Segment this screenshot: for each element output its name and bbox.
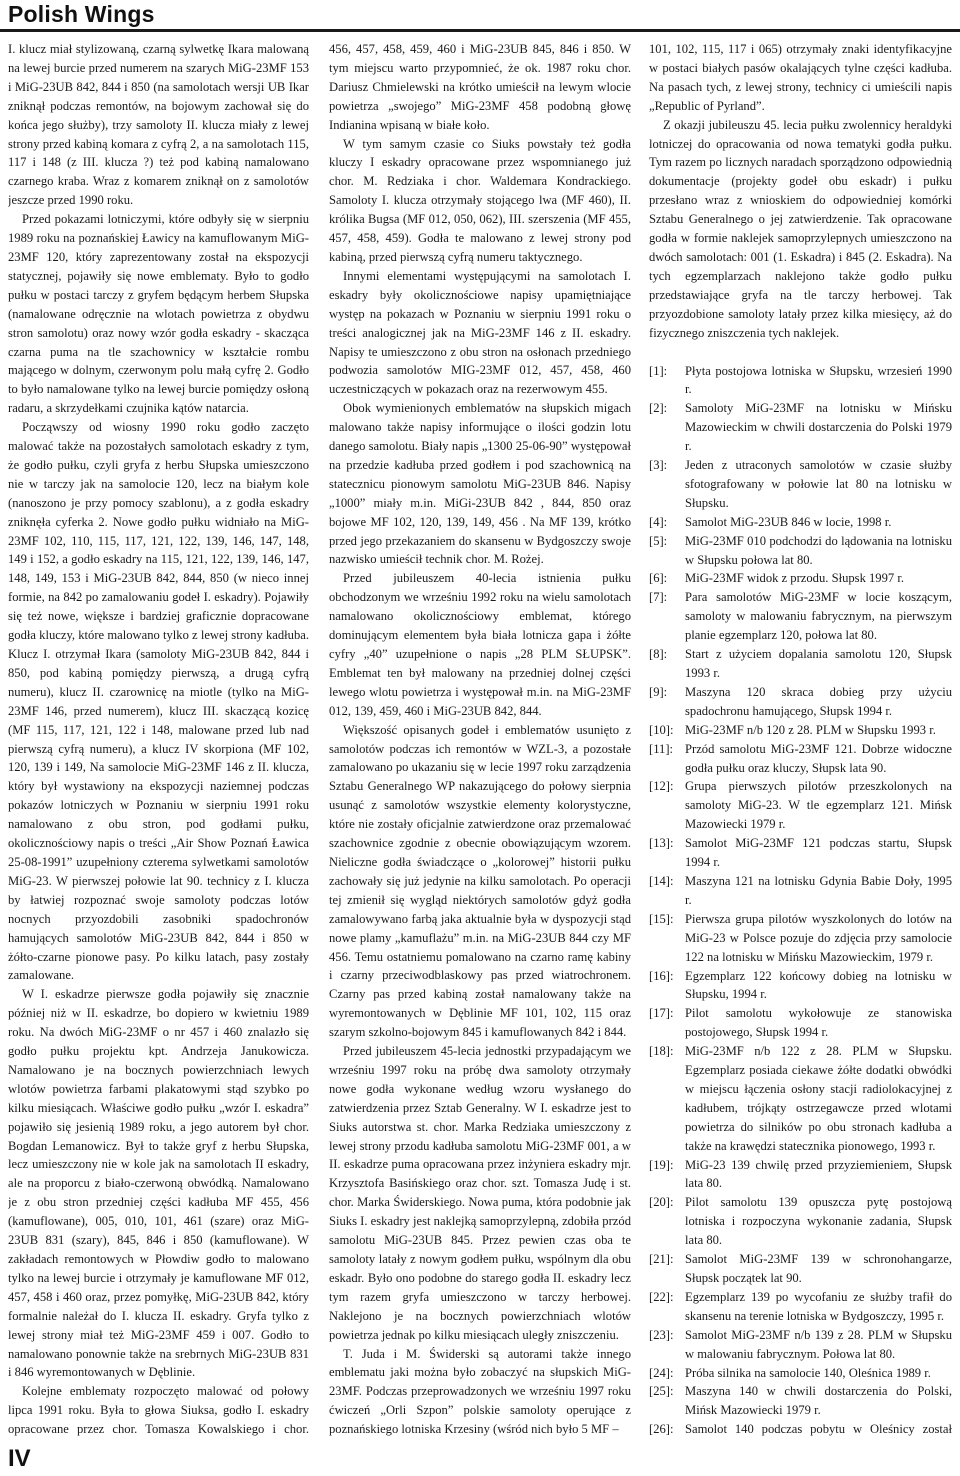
paragraph: I. klucz miał stylizowaną, czarną sylwetkę Ikara malowaną na lewej burcie przed numerem na szarych MiG-23MF 153 i MiG-23UB 842, 844 i 850 (na samolotach wersji UB Ikar zniknął podczas remontów, na bojowym zachował się do końca jego służby), trzy samoloty II. klucza miały z lewej strony przed kabiną komara z cyfrą 2, a na samolotach 115, 117 i 148 (z III. klucza ?) też pod kabiną namalowano czarnego kraba. Wraz z komarem zniknął on z samolotów jeszcze przed 1990 roku. — [8, 42, 309, 208]
caption-text: Para samolotów MiG-23MF w locie koszącym, samoloty w malowaniu fabrycznym, na pierwszym planie egzemplarz 120, połowa lat 80. — [685, 590, 952, 643]
caption-text: Jeden z utraconych samolotów w czasie służby sfotografowany w połowie lat 80 na lotnisku w Słupsku. — [685, 458, 952, 510]
caption-number: [7]: — [649, 590, 668, 605]
caption-item — [649, 513, 952, 532]
caption-item — [649, 399, 952, 456]
caption-text: Egzemplarz 139 po wycofaniu ze służby trafił do skansenu na terenie lotniska w Bydgoszczy, 1995 r. — [685, 1289, 952, 1323]
paragraph: Z okazji jubileuszu 45. lecia pułku zwolennicy heraldyki lotniczej do opracowania od nowa tematyki godła pułku. Tym razem po licznych naradach sporządzono odpowiednią dokumentacje (projekty godeł obu eskadr) i pułku przesłano wraz z wnioskiem do odpowiedniej komórki Sztabu Generalnego o jej zatwierdzenie. Tak opracowane godła w formie naklejek samoprzylepnych umieszczono na dwóch samolotach: 001 (1. Eskadra) i 845 (2. Eskadra). Na tych egzemplarzach naklejono także godło pułku przedstawiające gryfa na tle tarczy herbowej. Tak przyozdobione samoloty latały przez kilka miesięcy, aż do fizycznego zniszczenia tych naklejek. — [649, 117, 952, 340]
caption-number: [16]: — [649, 968, 674, 983]
caption-text: Samolot MiG-23MF 139 w schronohangarze, Słupsk początek lat 90. — [685, 1252, 952, 1285]
caption-item — [649, 532, 952, 570]
caption-item — [649, 740, 952, 778]
caption-number: [13]: — [649, 836, 674, 851]
caption-item — [649, 1382, 952, 1420]
caption-text: Egzemplarz 122 końcowy dobieg na lotnisku w Słupsku, 1994 r. — [685, 968, 952, 1002]
caption-text: MiG-23 139 chwilę przed przyziemieniem, Słupsk lata 80. — [685, 1157, 952, 1191]
text-column-1 — [8, 40, 309, 1440]
caption-item — [649, 834, 952, 872]
caption-number: [6]: — [649, 571, 668, 586]
caption-number: [9]: — [649, 684, 668, 699]
paragraph: Większość opisanych godeł i emblematów usunięto z samolotów podczas ich remontów w WZL-3, a pozostałe zamalowano po ukazaniu się w lecie 1997 roku zarządzenia Sztabu Generalnego WP nakazującego do połowy sierpnia usunąć z samolotów wszystkie elementy kolorystyczne, które nie zostały oficjalnie zatwierdzone oraz przemalować szachownice zgodnie z obecnie obowiązującym wzorem. Nieliczne godła świadczące o „kolorowej” historii pułku zachowały się już jedynie na kilku samolotach. Po operacji tej zmienił się wygląd niektórych samolotów gdyż godła zamalowywano farbą jaka aktualnie była w dyspozycji stąd nowe plamy „kamuflażu” m.in. na MiG-23UB 844 czy MF 456. Temu ostatniemu pomalowano na czarno ramę kabiny i czarny przeciwodblaskowy pas przed wiatrochronem. Czarny pas przed kabiną został namalowany także na wyremontowanych w Dęblinie MF 101, 102, 115 oraz szarym szkolno-bojowym 845 i kamuflowanych 842 i 844. — [329, 722, 631, 1040]
photo-captions-list — [649, 362, 952, 1441]
caption-item — [649, 362, 952, 400]
caption-number: [12]: — [649, 779, 674, 794]
paragraph: W tym samym czasie co Siuks powstały też godła kluczy I eskadry opracowane przez wspomnianego już chor. M. Redziaka i chor. Waldemara Kondrackiego. Samoloty I. klucza otrzymały stojącego lwa (MF 460), II. królika Bugsa (MF 012, 050, 062), III. szerszenia (MF 455, 457, 458, 459). Godła te malowano z lewej strony pod kabiną, przed pierwszą cyfrą numeru taktycznego. — [329, 136, 631, 264]
caption-item — [649, 910, 952, 967]
magazine-title: Polish Wings — [8, 1, 155, 27]
paragraph: Przed jubileuszem 40-lecia istnienia pułku obchodzonym we wrześniu 1992 roku na wielu samolotach namalowano okolicznościowy emblemat, którego dominującym elementem była biała lotnicza gapa i żółte cyfry „40” uzupełnione o napis „28 PLM SŁUPSK”. Emblemat ten był malowany na przedniej dolnej części lewego wlotu powietrza i występował m.in. na MiG-23MF 012, 139, 459, 460 i MiG-23UB 842, 844. — [329, 571, 631, 718]
caption-item — [649, 1250, 952, 1288]
paragraph: W I. eskadrze pierwsze godła pojawiły się znacznie później niż w II. eskadrze, bo dopiero w kwietniu 1989 roku. Na dwóch MiG-23MF o nr 457 i 460 znalazło się godło pułku projektu kpt. Andrzeja Janukowicza. Namalowano je na bocznych powierzchniach lewych wlotów powietrza farbami plakatowymi stąd szybko po kilku miesiącach. Właściwe godło pułku „wzór I. eskadra” pojawiło się jesienią 1989 roku, a jego autorem był chor. Bogdan Lemanowicz. Był to także gryf z herbu Słupska, lecz umieszczony nie w kole jak na samolotach II eskadry, ale na proporcu z biało-czerwoną obwódką. Namalowano je z obu stron przedniej części kadłuba MF 455, 456 (kamuflowane), 005, 010, 101, 461 (szare) oraz MiG-23UB 831 (szary), 845, 846 i 850 (kamuflowane). W zakładach remontowych w Płowdiw godło to malowano tylko na lewej burcie i otrzymały je kamuflowane MF 012, 457, 458 i 460 oraz, przez pomyłkę, MiG-23UB 842, który formalnie należał do I. klucza II. eskadry. Gryfa tylko z lewej strony miał też MiG-23MF 459 i 007. Godło to namalowano ponownie także na srebrnych MiG-23UB 831 i 846 wyremontowanych w Dęblinie. — [8, 987, 309, 1380]
page-number: IV — [8, 1445, 31, 1472]
caption-number: [19]: — [649, 1157, 674, 1172]
paragraph: Innymi elementami występującymi na samolotach I. eskadry były okolicznościowe napisy upamiętniające występ na pokazach w Poznaniu w sierpniu 1991 roku o treści analogicznej jak na MiG-23MF 146 z II. eskadry. Napisy te umieszczono z obu stron na osłonach przedniego podwozia samolotów MIG-23MF 012, 457, 458, 460 uczestniczących w pokazach oraz na rezerwowym 455. — [329, 268, 631, 397]
caption-text: Maszyna 121 na lotnisku Gdynia Babie Doły, 1995 r. — [685, 873, 952, 907]
caption-item — [649, 683, 952, 721]
caption-text: Przód samolotu MiG-23MF 121. Dobrze widoczne godła pułku oraz kluczy, Słupsk lata 90. — [685, 741, 952, 775]
caption-text: Samolot MiG-23MF 121 podczas startu, Słupsk 1994 r. — [685, 836, 952, 870]
caption-item — [649, 1364, 952, 1383]
caption-text: Pilot samolotu 139 opuszcza pytę postojową lotniska i rozpoczyna wykonanie zadania, Słupsk lata 80. — [685, 1195, 952, 1248]
caption-text: Maszyna 120 skraca dobieg przy użyciu spadochronu hamującego, Słupsk 1994 r. — [685, 684, 952, 718]
caption-number: [14]: — [649, 873, 674, 888]
caption-number: [25]: — [649, 1384, 674, 1399]
caption-text: Pierwsza grupa pilotów wyszkolonych do lotów na MiG-23 w Polsce pozuje do zdjęcia przy samolocie 122 na lotnisku w Mińsku Mazowieckim, 1979 r. — [685, 911, 952, 964]
caption-text: Próba silnika na samolocie 140, Oleśnica 1989 r. — [685, 1365, 931, 1380]
caption-number: [18]: — [649, 1044, 674, 1059]
caption-number: [11]: — [649, 741, 674, 756]
caption-text: Samolot MiG-23MF n/b 139 z 28. PLM w Słupsku w malowaniu fabrycznym. Połowa lat 80. — [685, 1327, 952, 1361]
caption-number: [17]: — [649, 1006, 674, 1021]
caption-text: Pilot samolotu wykołowuje ze stanowiska postojowego, Słupsk 1994 r. — [685, 1006, 952, 1040]
paragraph: Obok wymienionych emblematów na słupskich migach malowano także napisy informujące o ilości godzin lotu danego samolotu. Biały napis „1300 25-06-90” występował na przedzie kadłuba przed godłem i pod szachownicą na statecznicu pionowym samolotu MiG-23UB 846. Napisy „1000” miały m.in. MiGi-23UB 842 , 844, 850 oraz bojowe MF 102, 120, 139, 149, 456 . Na MF 139, krótko przed jego przekazaniem do skansenu w Bydgoszczy swoje nazwisko umieścił technik chor. M. Rożej. — [329, 401, 631, 567]
caption-number: [10]: — [649, 722, 674, 737]
paragraph: Kolejne emblematy rozpoczęto malować od połowy lipca 1991 roku. Była to głowa Siuksa, godło I. eskadry opracowane przez chor. Tomasza Kowalskiego i chor. — [8, 1384, 309, 1437]
caption-item — [649, 1288, 952, 1326]
caption-item — [649, 872, 952, 910]
caption-number: [4]: — [649, 514, 668, 529]
caption-text: Płyta postojowa lotniska w Słupsku, wrzesień 1990 r. — [685, 363, 952, 397]
caption-item — [649, 1156, 952, 1194]
caption-number: [24]: — [649, 1365, 674, 1380]
caption-item — [649, 1193, 952, 1250]
paragraph: 101, 102, 115, 117 i 065) otrzymały znaki identyfikacyjne w postaci białych pasów okalających tylne części kadłuba. Na pasach tych, z lewej strony, technicy ci umieścili napis „Republic of Pyrland”. — [649, 42, 952, 113]
caption-item — [649, 645, 952, 683]
caption-number: [3]: — [649, 458, 668, 473]
caption-number: [26]: — [649, 1422, 674, 1437]
spacer — [649, 343, 952, 362]
caption-number: [21]: — [649, 1252, 674, 1267]
caption-item — [649, 588, 952, 645]
caption-text: Samoloty MiG-23MF na lotnisku w Mińsku Mazowieckim w chwili dostarczenia do Polski 1979 r. — [685, 401, 952, 454]
caption-text: MiG-23MF n/b 120 z 28. PLM w Słupsku 1993 r. — [685, 722, 936, 737]
caption-number: [22]: — [649, 1289, 674, 1304]
paragraph: T. Juda i M. Świderski są autorami także innego emblematu jaki można było zobaczyć na słupskich MiG-23MF. Podczas przeprowadzonych we wrześniu 1997 roku ćwiczeń „Orli Szpon” polskie samoloty operujące z poznańskiego lotniska Krzesiny (wśród nich było 5 MF – — [329, 1346, 631, 1437]
caption-item — [649, 967, 952, 1005]
caption-text: MiG-23MF widok z przodu. Słupsk 1997 r. — [685, 571, 904, 586]
text-column-3 — [649, 40, 952, 1440]
page-header — [0, 0, 960, 30]
caption-number: [5]: — [649, 533, 668, 548]
caption-text: MiG-23MF 010 podchodzi do lądowania na lotnisku w Słupsku połowa lat 80. — [685, 533, 952, 567]
caption-number: [20]: — [649, 1195, 674, 1210]
caption-text: Start z użyciem dopalania samolotu 120, Słupsk 1993 r. — [685, 647, 952, 680]
paragraph: Przed jubileuszem 45-lecia jednostki przypadającym we wrześniu 1997 roku na próbę dwa samoloty otrzymały nowe godła wykonane według wzoru wysłanego do zatwierdzenia przez Sztab Generalny. W I. eskadrze jest to Siuks autorstwa st. chor. Marka Redziaka umieszczony z lewej strony przodu kadłuba samolotu MiG-23MF 001, a w II. eskadrze puma opracowana przez inżyniera eskadry mjr. Krzysztofa Basińskiego oraz chor. szt. Tomasza Judę i st. chor. Marka Świderskiego. Nowa puma, która podobnie jak Siuks I. eskadry jest naklejką samoprzylepną, zdobiła przód samolotu MiG-23UB 845. Przez pewien czas oba te samoloty latały z nowym godłem pułku, wspólnym dla obu eskadr. Było ono podobne do starego godła II. eskadry lecz tym razem gryfa umieszczono w tarczy herbowej. Naklejono je na bocznych powierzchniach wlotów powietrza jednak po kilku miesiącach uległy zniszczeniu. — [329, 1044, 631, 1342]
caption-text: Samolot 140 podczas pobytu w Oleśnicy został — [685, 1422, 952, 1437]
caption-item — [649, 569, 952, 588]
caption-number: [15]: — [649, 911, 674, 926]
caption-item — [649, 1420, 952, 1440]
caption-item — [649, 456, 952, 513]
caption-item — [649, 1326, 952, 1364]
caption-item — [649, 721, 952, 740]
caption-number: [8]: — [649, 647, 668, 662]
caption-number: [1]: — [649, 363, 668, 378]
paragraph: 456, 457, 458, 459, 460 i MiG-23UB 845, 846 i 850. W tym miejscu warto przypomnieć, że ok. 1987 roku chor. Dariusz Chmielewski na krótko umieścił na lewym wlocie powietrza „swojego” MiG-23MF 458 podobną głowę Indianina wpisaną w białe koło. — [329, 42, 631, 132]
paragraph: Począwszy od wiosny 1990 roku godło zaczęto malować także na pozostałych samolotach eskadry z tym, że godło pułku, czyli gryfa z herbu Słupska umieszczono nie w tarczy jak na samolocie 120, lecz na białym kole (nanoszono je przy pomocy szablonu), a z godła eskadry zniknęła cyferka 2. Nowe godło pułku widniało na MiG-23MF 102, 110, 115, 117, 121, 122, 139, 146, 147, 148, 149 i 152, a godło eskadry na 115, 121, 122, 139, 146, 147, 148, 149, 153 i MiG-23UB 842, 844, 850 (w nieco innej formie, na 842 po zamalowaniu godeł I. eskadry). Pojawiły się też nowe, większe i bardziej graficznie dopracowane godła kluczy, które malowano tylko z lewej strony kadłuba. Klucz I. otrzymał Ikara (samoloty MiG-23UB 842, 844 i 850, pod kabiną pomiędzy pierwszą, a drugą cyfrą numeru), klucz II. czarownicę na miotle (tylko na MiG-23MF 146, przed numerem), klucz III. skaczącą kozicę (MF 115, 117, 121, 122 i 148, malowane przed lub nad pierwszą cyfrą numeru), a klucz IV skorpiona (MF 102, 120, 139 i 149, Na samolocie MiG-23MF 146 z II. klucza, który był wystawiony na ekspozycji naziemnej podczas pokazów lotniczych w Poznaniu w sierpniu 1991 roku namalowano z obu stron, pod godłami pułku, okolicznościowy napis o treści „Air Show Poznań Ławica 25-08-1991” uzupełniony czterema sylwetkami samolotów MiG-23. W pierwszej połowie lat 90. technicy z I. klucza by łatwiej rozpoznać swoje samoloty podczas lotów nocnych przyozdobili zasobniki spadochronów hamujących samolotów MiG-23UB 842, 844 i 850 w żółto-czarne pionowe pasy. Po kilku latach, pasy zostały zamalowane. — [8, 420, 309, 983]
caption-text: Maszyna 140 w chwili dostarczenia do Polski, Mińsk Mazowiecki 1979 r. — [685, 1384, 952, 1418]
caption-text: MiG-23MF n/b 122 z 28. PLM w Słupsku. Egzemplarz posiada ciekawe żółte dodatki obwódki w miejscu łączenia osłony stacji radiolokacyjnej z kadłubem, trójkąty ostrzegawcze przed wlotami powietrza do silników po obu stronach kadłuba a także na krawędzi statecznika pionowego, 1993 r. — [685, 1044, 952, 1153]
caption-number: [2]: — [649, 401, 668, 416]
caption-text: Grupa pierwszych pilotów przeszkolonych na samoloty MiG-23. W tle egzemplarz 121. Mińsk Mazowiecki 1979 r. — [685, 779, 952, 832]
header-rule — [0, 29, 960, 32]
caption-number: [23]: — [649, 1327, 674, 1342]
caption-item — [649, 1042, 952, 1155]
paragraph: Przed pokazami lotniczymi, które odbyły się w sierpniu 1989 roku na poznańskiej Ławicy na kamuflowanym MiG-23MF 120, który zaprezentowany został na ekspozycji statycznej, pojawiły się nowe emblematy. Było to godło pułku w postaci tarczy z gryfem będącym herbem Słupska (namalowane odręcznie na wlotach powietrza z obydwu stron samolotu) oraz nowy wzór godła eskadry - skacząca czarna puma na tle szachownicy w kształcie rombu mającego w dolnym, czerwonym polu małą cyfrę 2. Godło to było namalowane tylko na lewej burcie pomiędzy osłoną radaru, a skrzydełkami czujnika kątów natarcia. — [8, 212, 309, 416]
text-column-2 — [329, 40, 631, 1440]
caption-item — [649, 777, 952, 834]
caption-item — [649, 1004, 952, 1042]
caption-text: Samolot MiG-23UB 846 w locie, 1998 r. — [685, 514, 892, 529]
